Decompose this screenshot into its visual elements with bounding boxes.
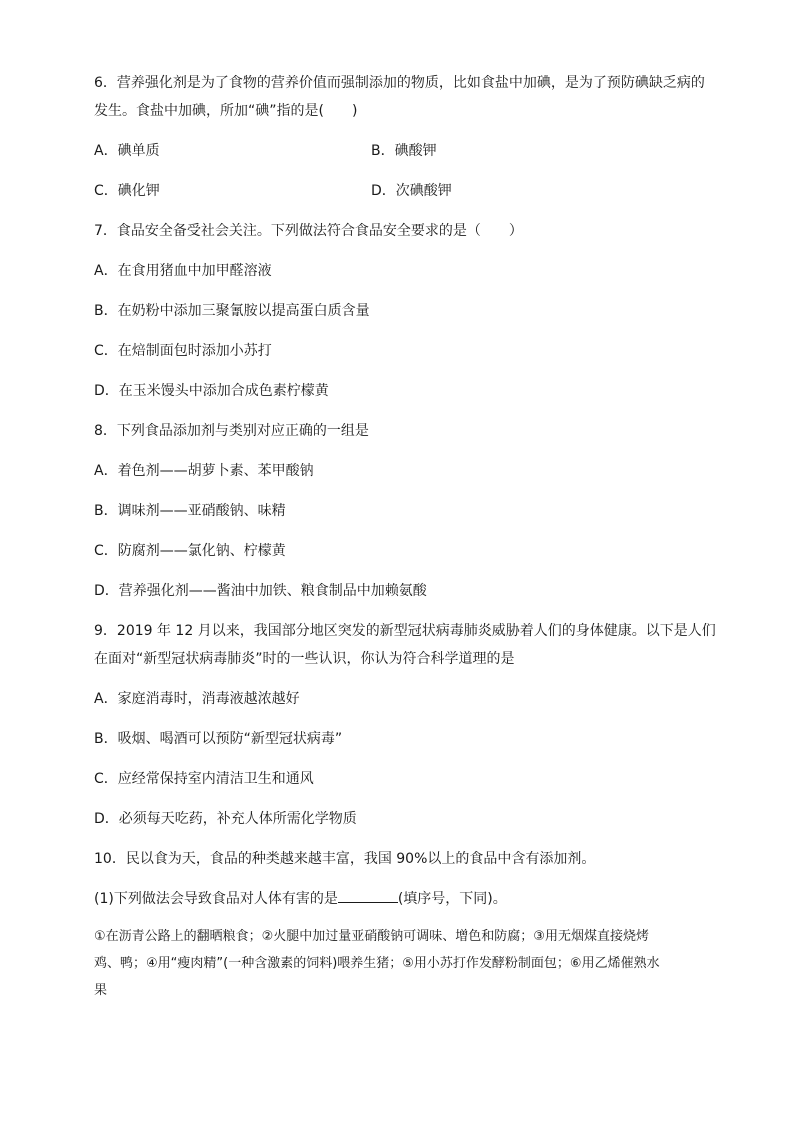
question-7 <box>94 220 706 242</box>
question-10-part-1-prefix: (1)下列做法会导致食品对人体有害的是 <box>94 891 338 907</box>
question-8 <box>94 420 706 442</box>
question-7-stem: 7．食品安全备受社会关注。下列做法符合食品安全要求的是（ ） <box>94 223 523 239</box>
question-10-items-line-3: 果 <box>94 983 108 998</box>
answer-blank[interactable] <box>338 888 398 903</box>
question-9-stem-line-2: 在面对“新型冠状病毒肺炎”时的一些认识，你认为符合科学道理的是 <box>94 651 515 667</box>
question-10 <box>94 848 706 870</box>
question-10-stem: 10．民以食为天，食品的种类越来越丰富，我国 90%以上的食品中含有添加剂。 <box>94 851 596 867</box>
question-9-option-c: C．应经常保持室内清洁卫生和通风 <box>94 771 314 787</box>
question-7-option-c: C．在焙制面包时添加小苏打 <box>94 343 272 359</box>
question-10-items-line-1: ①在沥青公路上的翻晒粮食；②火腿中加过量亚硝酸钠可调味、增色和防腐；③用无烟煤直接烧烤 <box>94 929 649 944</box>
question-10-part-1-suffix: (填序号，下同)。 <box>397 891 507 907</box>
question-10-items-line-2: 鸡、鸭；④用“瘦肉精”(一种含激素的饲料)喂养生猪；⑤用小苏打作发酵粉制面包；⑥用乙烯催熟水 <box>94 956 660 971</box>
question-8-option-b: B．调味剂——亚硝酸钠、味精 <box>94 503 286 519</box>
question-8-option-d: D．营养强化剂——酱油中加铁、粮食制品中加赖氨酸 <box>94 583 427 599</box>
question-8-option-c: C．防腐剂——氯化钠、柠檬黄 <box>94 543 286 559</box>
question-6 <box>94 72 706 122</box>
question-6-option-d: D．次碘酸钾 <box>371 183 452 199</box>
question-7-option-d: D．在玉米馒头中添加合成色素柠檬黄 <box>94 383 329 399</box>
exam-page <box>94 60 716 1002</box>
question-6-option-c: C．碘化钾 <box>94 183 160 199</box>
question-7-option-a: A．在食用猪血中加甲醛溶液 <box>94 263 272 279</box>
question-6-stem-line-2: 发生。食盐中加碘，所加“碘”指的是( ) <box>94 103 358 119</box>
question-9-option-a: A．家庭消毒时，消毒液越浓越好 <box>94 691 300 707</box>
question-10-part-1 <box>94 888 706 910</box>
question-10-items <box>94 926 706 1002</box>
question-7-option-b: B．在奶粉中添加三聚氰胺以提高蛋白质含量 <box>94 303 370 319</box>
question-9 <box>94 620 716 670</box>
question-6-stem-line-1: 6．营养强化剂是为了食物的营养价值而强制添加的物质，比如食盐中加碘，是为了预防碘缺乏病的 <box>94 75 705 91</box>
question-9-option-d: D．必须每天吃药，补充人体所需化学物质 <box>94 811 357 827</box>
question-8-stem: 8．下列食品添加剂与类别对应正确的一组是 <box>94 423 369 439</box>
question-9-stem-line-1: 9．2019 年 12 月以来，我国部分地区突发的新型冠状病毒肺炎威胁着人们的身体健康。以下是人们 <box>94 623 716 639</box>
question-6-options-row-2 <box>94 180 706 202</box>
question-6-option-b: B．碘酸钾 <box>371 143 437 159</box>
question-8-option-a: A．着色剂——胡萝卜素、苯甲酸钠 <box>94 463 314 479</box>
question-6-options-row-1 <box>94 140 706 162</box>
question-6-option-a: A．碘单质 <box>94 143 160 159</box>
question-9-option-b: B．吸烟、喝酒可以预防“新型冠状病毒” <box>94 731 343 747</box>
